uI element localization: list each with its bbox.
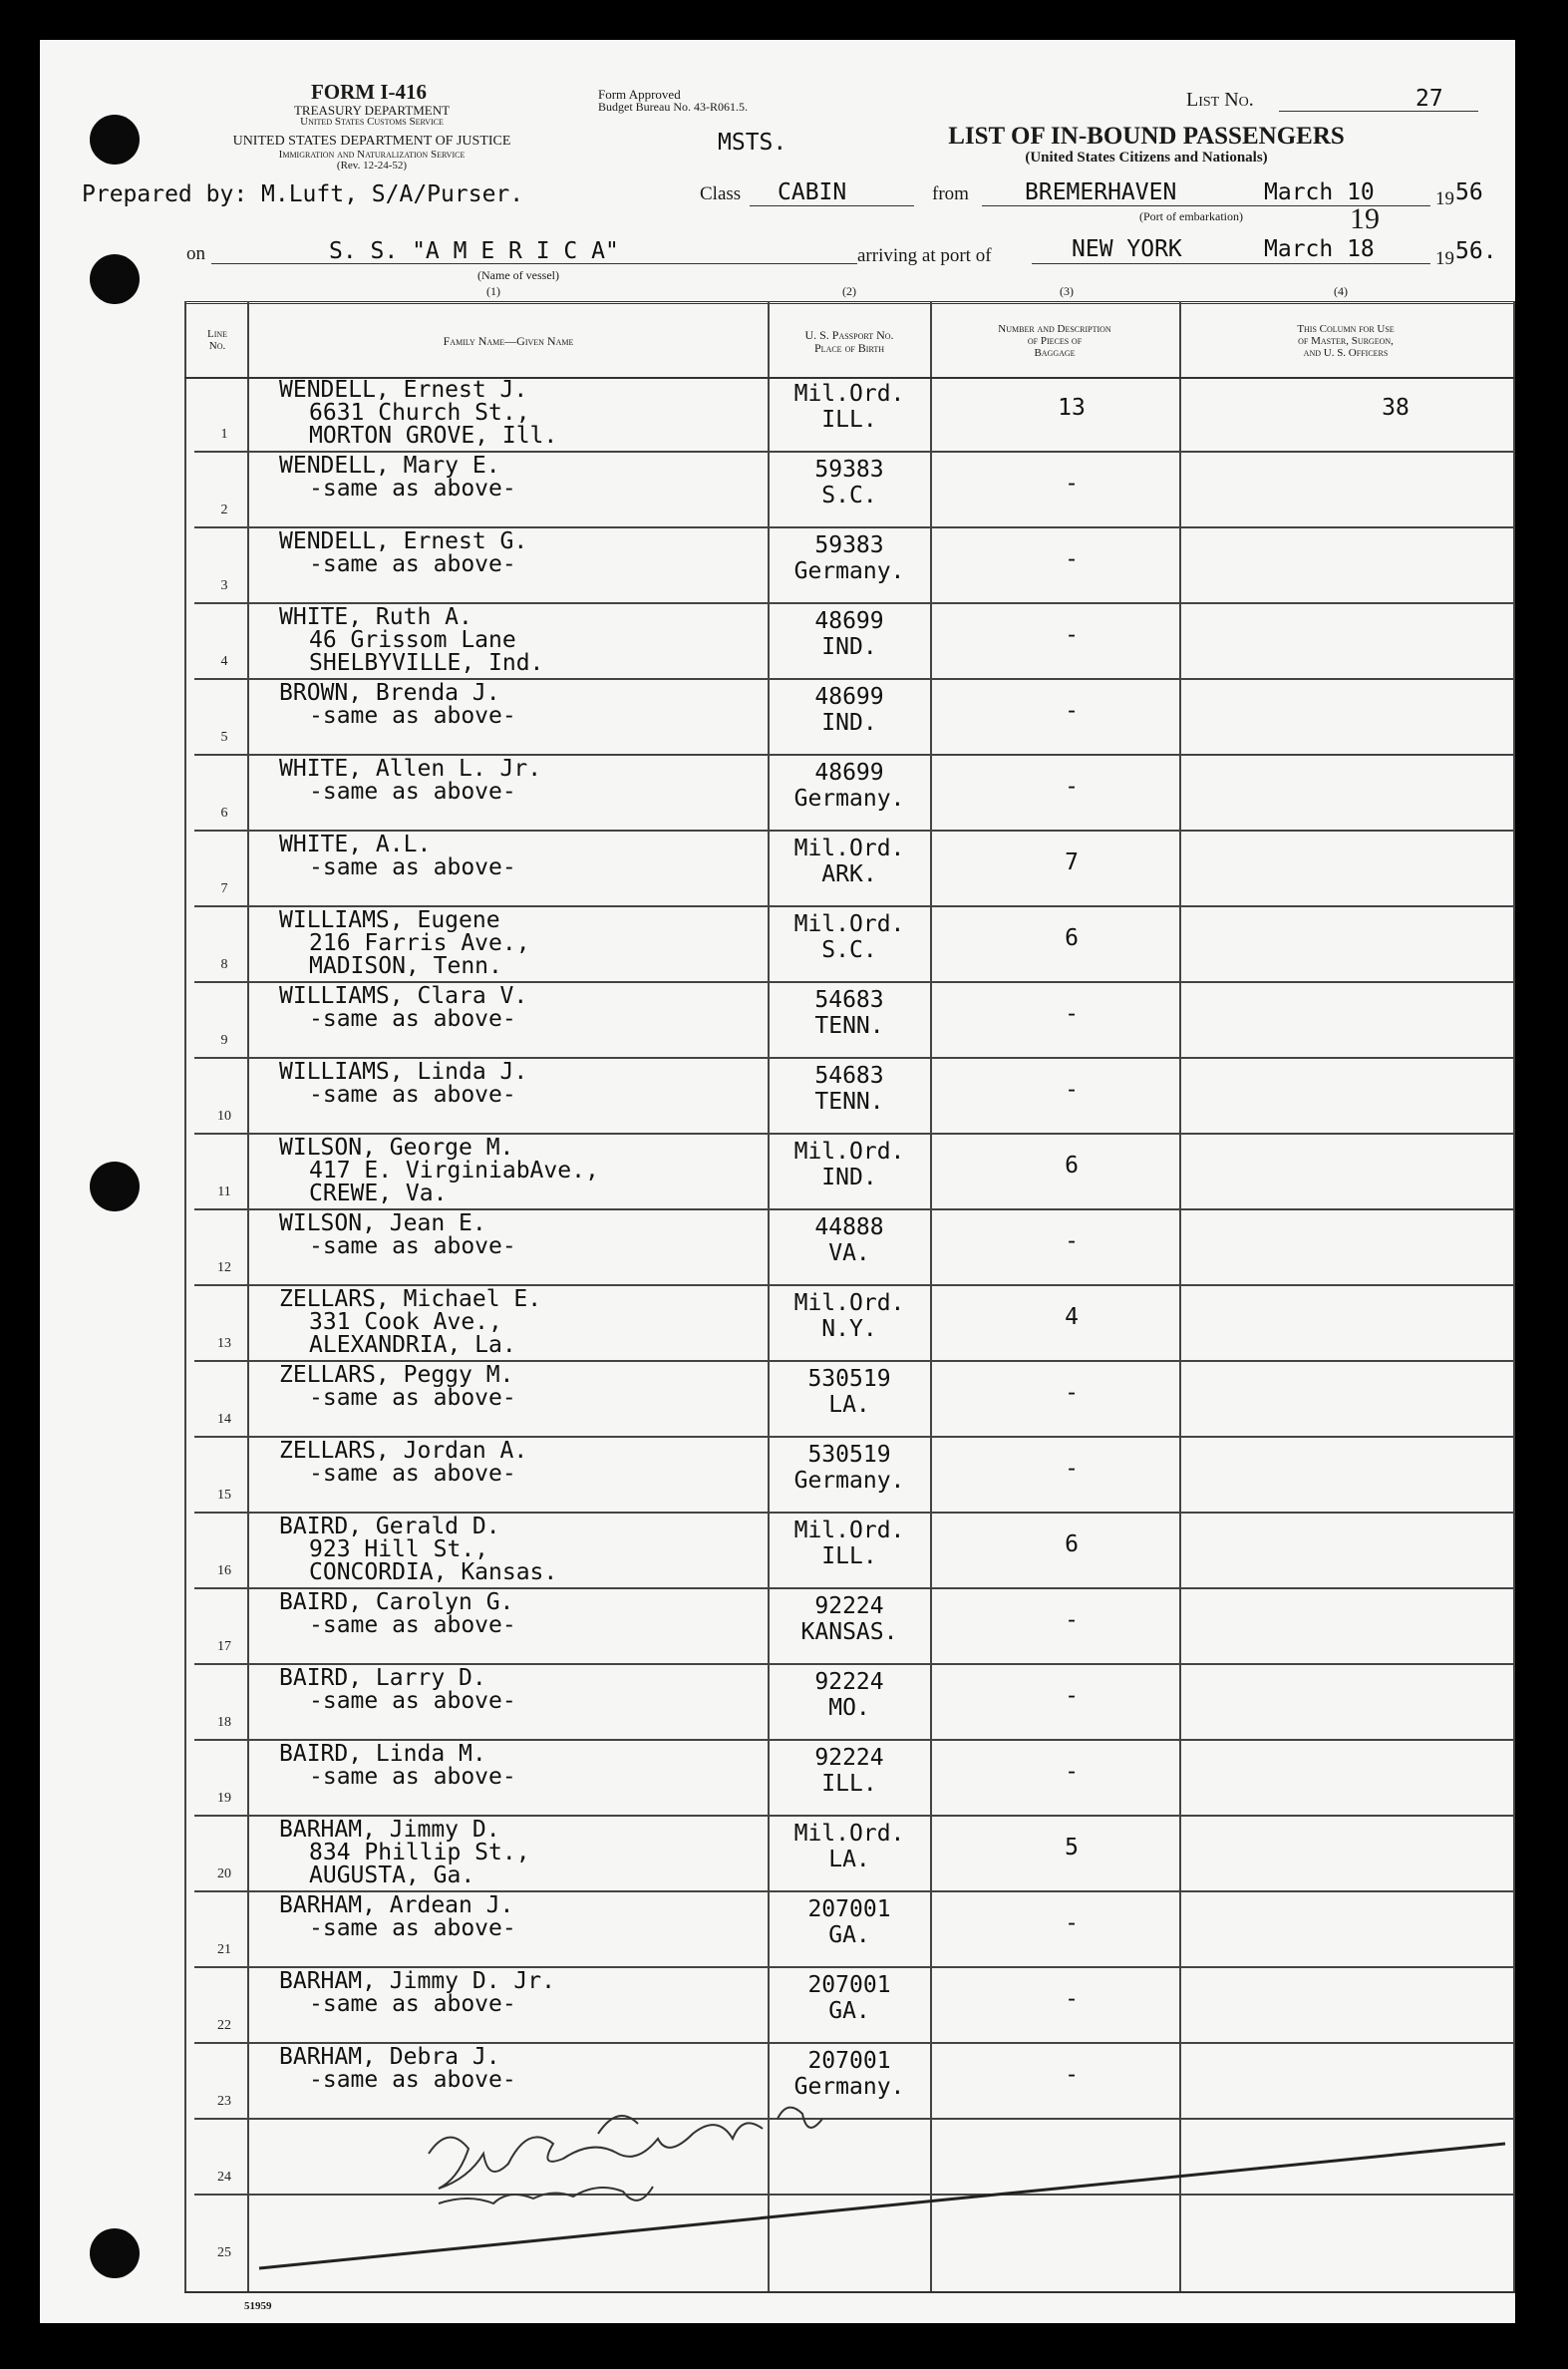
class-label: Class <box>700 183 742 204</box>
baggage-count: 13 <box>1058 395 1086 421</box>
line-number: 9 <box>220 1033 228 1048</box>
footer-code: 51959 <box>244 2300 272 2312</box>
from-label: from <box>932 183 969 204</box>
passenger-address-line: -same as above- <box>309 551 516 577</box>
treasury-dept: TREASURY DEPARTMENT <box>293 103 451 118</box>
baggage-count: - <box>1065 1986 1079 2012</box>
line-number: 20 <box>217 1866 231 1881</box>
line-number: 19 <box>217 1791 231 1806</box>
passport-number: 54683 <box>814 987 884 1013</box>
passenger-address-line: 216 Farris Ave., <box>309 930 530 956</box>
line-number: 16 <box>217 1563 231 1578</box>
arrival-year: 56. <box>1455 238 1497 264</box>
form-revision: (Rev. 12-24-52) <box>336 160 408 171</box>
passenger-address-line: -same as above- <box>309 2067 516 2093</box>
col-header-officers-1: This Column for Use <box>1297 323 1395 335</box>
passenger-address-line: CONCORDIA, Kansas. <box>309 1559 558 1585</box>
baggage-count: - <box>1065 1001 1079 1027</box>
passenger-name: BAIRD, Larry D. <box>279 1665 486 1691</box>
passenger-address-line: AUGUSTA, Ga. <box>309 1862 475 1888</box>
place-of-birth: IND. <box>821 1165 877 1190</box>
ins-service: Immigration and Naturalization Service <box>278 149 466 161</box>
passenger-name: BARHAM, Debra J. <box>279 2044 500 2070</box>
line-number: 7 <box>220 881 228 896</box>
baggage-count: - <box>1065 1456 1079 1482</box>
embarkation-port: BREMERHAVEN <box>1025 179 1177 205</box>
place-of-birth: LA. <box>828 1847 870 1872</box>
col-header-passport-2: Place of Birth <box>814 341 884 355</box>
passenger-name: BAIRD, Carolyn G. <box>279 1589 514 1615</box>
passport-number: Mil.Ord. <box>793 1821 905 1847</box>
place-of-birth: S.C. <box>821 937 877 963</box>
passenger-address-line: -same as above- <box>309 1461 516 1487</box>
passenger-address-line: -same as above- <box>309 476 516 502</box>
col-number-3: (3) <box>1060 284 1074 298</box>
passenger-name: WILSON, Jean E. <box>279 1210 486 1236</box>
baggage-count: - <box>1065 1683 1079 1709</box>
passenger-address-line: MADISON, Tenn. <box>309 953 502 979</box>
arriving-label: arriving at port of <box>857 245 992 266</box>
baggage-count: - <box>1065 698 1079 724</box>
list-subtitle: (United States Citizens and Nationals) <box>1025 150 1268 166</box>
line-number: 22 <box>217 2018 231 2033</box>
place-of-birth: Germany. <box>793 558 905 584</box>
passport-number: 48699 <box>814 760 884 786</box>
passenger-name: ZELLARS, Peggy M. <box>279 1362 514 1388</box>
customs-service: United States Customs Service <box>300 116 444 128</box>
col-header-line-1: Line <box>206 328 228 340</box>
departure-year-prefix: 19 <box>1435 188 1454 209</box>
form-number: FORM I-416 <box>310 80 428 104</box>
passenger-name: WHITE, Ruth A. <box>279 604 472 630</box>
officer-notation: 38 <box>1382 395 1410 421</box>
passport-number: 48699 <box>814 608 884 634</box>
passenger-address-line: SHELBYVILLE, Ind. <box>309 650 544 676</box>
passenger-address-line: -same as above- <box>309 1385 516 1411</box>
baggage-count: 5 <box>1065 1835 1079 1861</box>
baggage-count: 6 <box>1065 1531 1079 1557</box>
place-of-birth: Germany. <box>793 1468 905 1494</box>
passenger-name: WILSON, George M. <box>279 1135 514 1161</box>
baggage-count: - <box>1065 1607 1079 1633</box>
departure-year: 56 <box>1455 179 1483 205</box>
place-of-birth: GA. <box>828 1998 870 2024</box>
passport-number: 92224 <box>814 1745 884 1771</box>
col-number-4: (4) <box>1334 284 1348 298</box>
passenger-address-line: -same as above- <box>309 1006 516 1032</box>
passenger-name: BAIRD, Linda M. <box>279 1741 486 1767</box>
vessel-name: S. S. "A M E R I C A" <box>329 238 619 264</box>
on-label: on <box>186 243 205 264</box>
form-approved: Form Approved <box>598 87 681 102</box>
baggage-count: 7 <box>1065 849 1079 875</box>
passenger-address-line: -same as above- <box>309 1233 516 1259</box>
col-header-line-2: No. <box>208 340 226 352</box>
arrival-date: March 18 <box>1264 236 1375 262</box>
baggage-count: - <box>1065 471 1079 497</box>
passenger-address-line: -same as above- <box>309 1082 516 1108</box>
col-number-2: (2) <box>842 284 856 298</box>
line-number: 8 <box>220 957 228 972</box>
line-number: 13 <box>217 1336 231 1351</box>
passport-number: 59383 <box>814 532 884 558</box>
place-of-birth: TENN. <box>814 1013 884 1039</box>
line-number: 17 <box>217 1639 231 1654</box>
line-number: 18 <box>217 1715 231 1730</box>
passenger-address-line: -same as above- <box>309 1991 516 2017</box>
passenger-name: WHITE, A.L. <box>279 832 432 857</box>
budget-bureau-no: Budget Bureau No. 43-R061.5. <box>598 100 748 114</box>
col-header-passport-1: U. S. Passport No. <box>804 328 894 342</box>
passport-number: Mil.Ord. <box>793 1518 905 1543</box>
baggage-count: - <box>1065 774 1079 800</box>
line-number: 21 <box>217 1942 231 1957</box>
line-number: 15 <box>217 1488 231 1503</box>
col-header-officers-2: of Master, Surgeon, <box>1298 335 1394 347</box>
passenger-address-line: -same as above- <box>309 779 516 805</box>
passenger-address-line: 6631 Church St., <box>309 400 530 426</box>
passenger-address-line: 923 Hill St., <box>309 1536 489 1562</box>
place-of-birth: VA. <box>828 1240 870 1266</box>
place-of-birth: S.C. <box>821 483 877 508</box>
passenger-address-line: 46 Grissom Lane <box>309 627 516 653</box>
baggage-count: - <box>1065 2062 1079 2088</box>
baggage-count: - <box>1065 1910 1079 1936</box>
agency-code: MSTS. <box>718 130 787 156</box>
passenger-name: ZELLARS, Michael E. <box>279 1286 542 1312</box>
passenger-name: WENDELL, Ernest J. <box>279 377 528 403</box>
passenger-address-line: -same as above- <box>309 1915 516 1941</box>
passenger-name: WHITE, Allen L. Jr. <box>279 756 542 782</box>
line-number: 10 <box>217 1109 231 1124</box>
passport-number: Mil.Ord. <box>793 1290 905 1316</box>
col-header-baggage-2: of Pieces of <box>1027 335 1083 347</box>
col-header-baggage-3: Baggage <box>1034 347 1076 359</box>
arrival-port: NEW YORK <box>1072 236 1182 262</box>
line-number: 12 <box>217 1260 231 1275</box>
line-number: 4 <box>220 654 228 669</box>
baggage-count: 6 <box>1065 1153 1079 1179</box>
passenger-address-line: -same as above- <box>309 1688 516 1714</box>
passenger-name: BARHAM, Jimmy D. <box>279 1817 500 1843</box>
line-number: 3 <box>220 578 228 593</box>
line-number: 25 <box>217 2245 231 2260</box>
line-number: 23 <box>217 2094 231 2109</box>
line-number: 6 <box>220 806 228 821</box>
line-number: 24 <box>217 2170 231 2185</box>
line-number: 2 <box>220 503 228 517</box>
passenger-address-line: MORTON GROVE, Ill. <box>309 423 558 449</box>
passenger-address-line: ALEXANDRIA, La. <box>309 1332 516 1358</box>
line-number: 5 <box>220 730 228 745</box>
passenger-address-line: -same as above- <box>309 703 516 729</box>
passport-number: 48699 <box>814 684 884 710</box>
baggage-count: - <box>1065 1759 1079 1785</box>
cancel-strike-line <box>259 2144 1505 2268</box>
passenger-name: WILLIAMS, Eugene <box>279 907 500 933</box>
passport-number: 54683 <box>814 1063 884 1089</box>
col-header-name: Family Name—Given Name <box>443 334 574 348</box>
class-value: CABIN <box>778 179 847 205</box>
baggage-count: - <box>1065 1380 1079 1406</box>
col-number-1: (1) <box>486 284 500 298</box>
passport-number: 59383 <box>814 457 884 483</box>
passport-number: Mil.Ord. <box>793 911 905 937</box>
port-caption: (Port of embarkation) <box>1139 209 1243 223</box>
passenger-name: WILLIAMS, Clara V. <box>279 983 528 1009</box>
passport-number: 207001 <box>807 1896 891 1922</box>
vessel-caption: (Name of vessel) <box>477 268 559 282</box>
place-of-birth: ARK. <box>821 861 877 887</box>
arrival-year-prefix: 19 <box>1435 248 1454 269</box>
list-title: LIST OF IN-BOUND PASSENGERS <box>948 123 1345 150</box>
departure-date: March 10 <box>1264 179 1375 205</box>
passport-number: 207001 <box>807 2048 891 2074</box>
line-number: 14 <box>217 1412 231 1427</box>
passenger-name: WILLIAMS, Linda J. <box>279 1059 528 1085</box>
col-header-officers-3: and U. S. Officers <box>1303 347 1389 359</box>
prepared-by: Prepared by: M.Luft, S/A/Purser. <box>82 181 524 207</box>
passenger-name: ZELLARS, Jordan A. <box>279 1438 528 1464</box>
col-header-baggage-1: Number and Description <box>998 323 1111 335</box>
passenger-name: BROWN, Brenda J. <box>279 680 500 706</box>
place-of-birth: ILL. <box>821 1771 877 1797</box>
place-of-birth: Germany. <box>793 2074 905 2100</box>
passport-number: Mil.Ord. <box>793 1139 905 1165</box>
passenger-address-line: -same as above- <box>309 854 516 880</box>
passport-number: Mil.Ord. <box>793 836 905 861</box>
place-of-birth: N.Y. <box>821 1316 877 1342</box>
place-of-birth: MO. <box>828 1695 870 1721</box>
passenger-address-line: -same as above- <box>309 1612 516 1638</box>
baggage-count: - <box>1065 1077 1079 1103</box>
place-of-birth: Germany. <box>793 786 905 812</box>
handwritten-initials <box>439 2187 653 2203</box>
place-of-birth: ILL. <box>821 1543 877 1569</box>
passport-number: 92224 <box>814 1669 884 1695</box>
passenger-address-line: 331 Cook Ave., <box>309 1309 502 1335</box>
passenger-name: WENDELL, Ernest G. <box>279 528 528 554</box>
place-of-birth: KANSAS. <box>800 1619 898 1645</box>
justice-dept: UNITED STATES DEPARTMENT OF JUSTICE <box>232 134 511 149</box>
line-number: 1 <box>220 427 228 442</box>
passport-number: 530519 <box>807 1442 891 1468</box>
passenger-name: WENDELL, Mary E. <box>279 453 500 479</box>
passenger-address-line: CREWE, Va. <box>309 1181 448 1206</box>
baggage-count: - <box>1065 546 1079 572</box>
passenger-name: BAIRD, Gerald D. <box>279 1514 500 1539</box>
place-of-birth: TENN. <box>814 1089 884 1115</box>
place-of-birth: IND. <box>821 634 877 660</box>
passenger-address-line: 834 Phillip St., <box>309 1840 530 1865</box>
passenger-address-line: 417 E. VirginiabAve., <box>309 1158 599 1184</box>
list-no: 27 <box>1415 86 1443 112</box>
arrival-date-correction: 19 <box>1350 202 1380 235</box>
place-of-birth: GA. <box>828 1922 870 1948</box>
list-no-label: List No. <box>1186 89 1254 111</box>
document-page <box>40 40 1515 2323</box>
passport-number: Mil.Ord. <box>793 381 905 407</box>
passenger-name: BARHAM, Jimmy D. Jr. <box>279 1968 555 1994</box>
passport-number: 44888 <box>814 1214 884 1240</box>
handwritten-signature <box>429 2108 822 2189</box>
place-of-birth: IND. <box>821 710 877 736</box>
passport-number: 207001 <box>807 1972 891 1998</box>
baggage-count: - <box>1065 622 1079 648</box>
passport-number: 92224 <box>814 1593 884 1619</box>
baggage-count: - <box>1065 1228 1079 1254</box>
passport-number: 530519 <box>807 1366 891 1392</box>
baggage-count: 6 <box>1065 925 1079 951</box>
signature-overlay <box>40 40 1515 2323</box>
place-of-birth: LA. <box>828 1392 870 1418</box>
baggage-count: 4 <box>1065 1304 1079 1330</box>
passenger-address-line: -same as above- <box>309 1764 516 1790</box>
place-of-birth: ILL. <box>821 407 877 433</box>
passenger-name: BARHAM, Ardean J. <box>279 1892 514 1918</box>
line-number: 11 <box>217 1184 231 1199</box>
